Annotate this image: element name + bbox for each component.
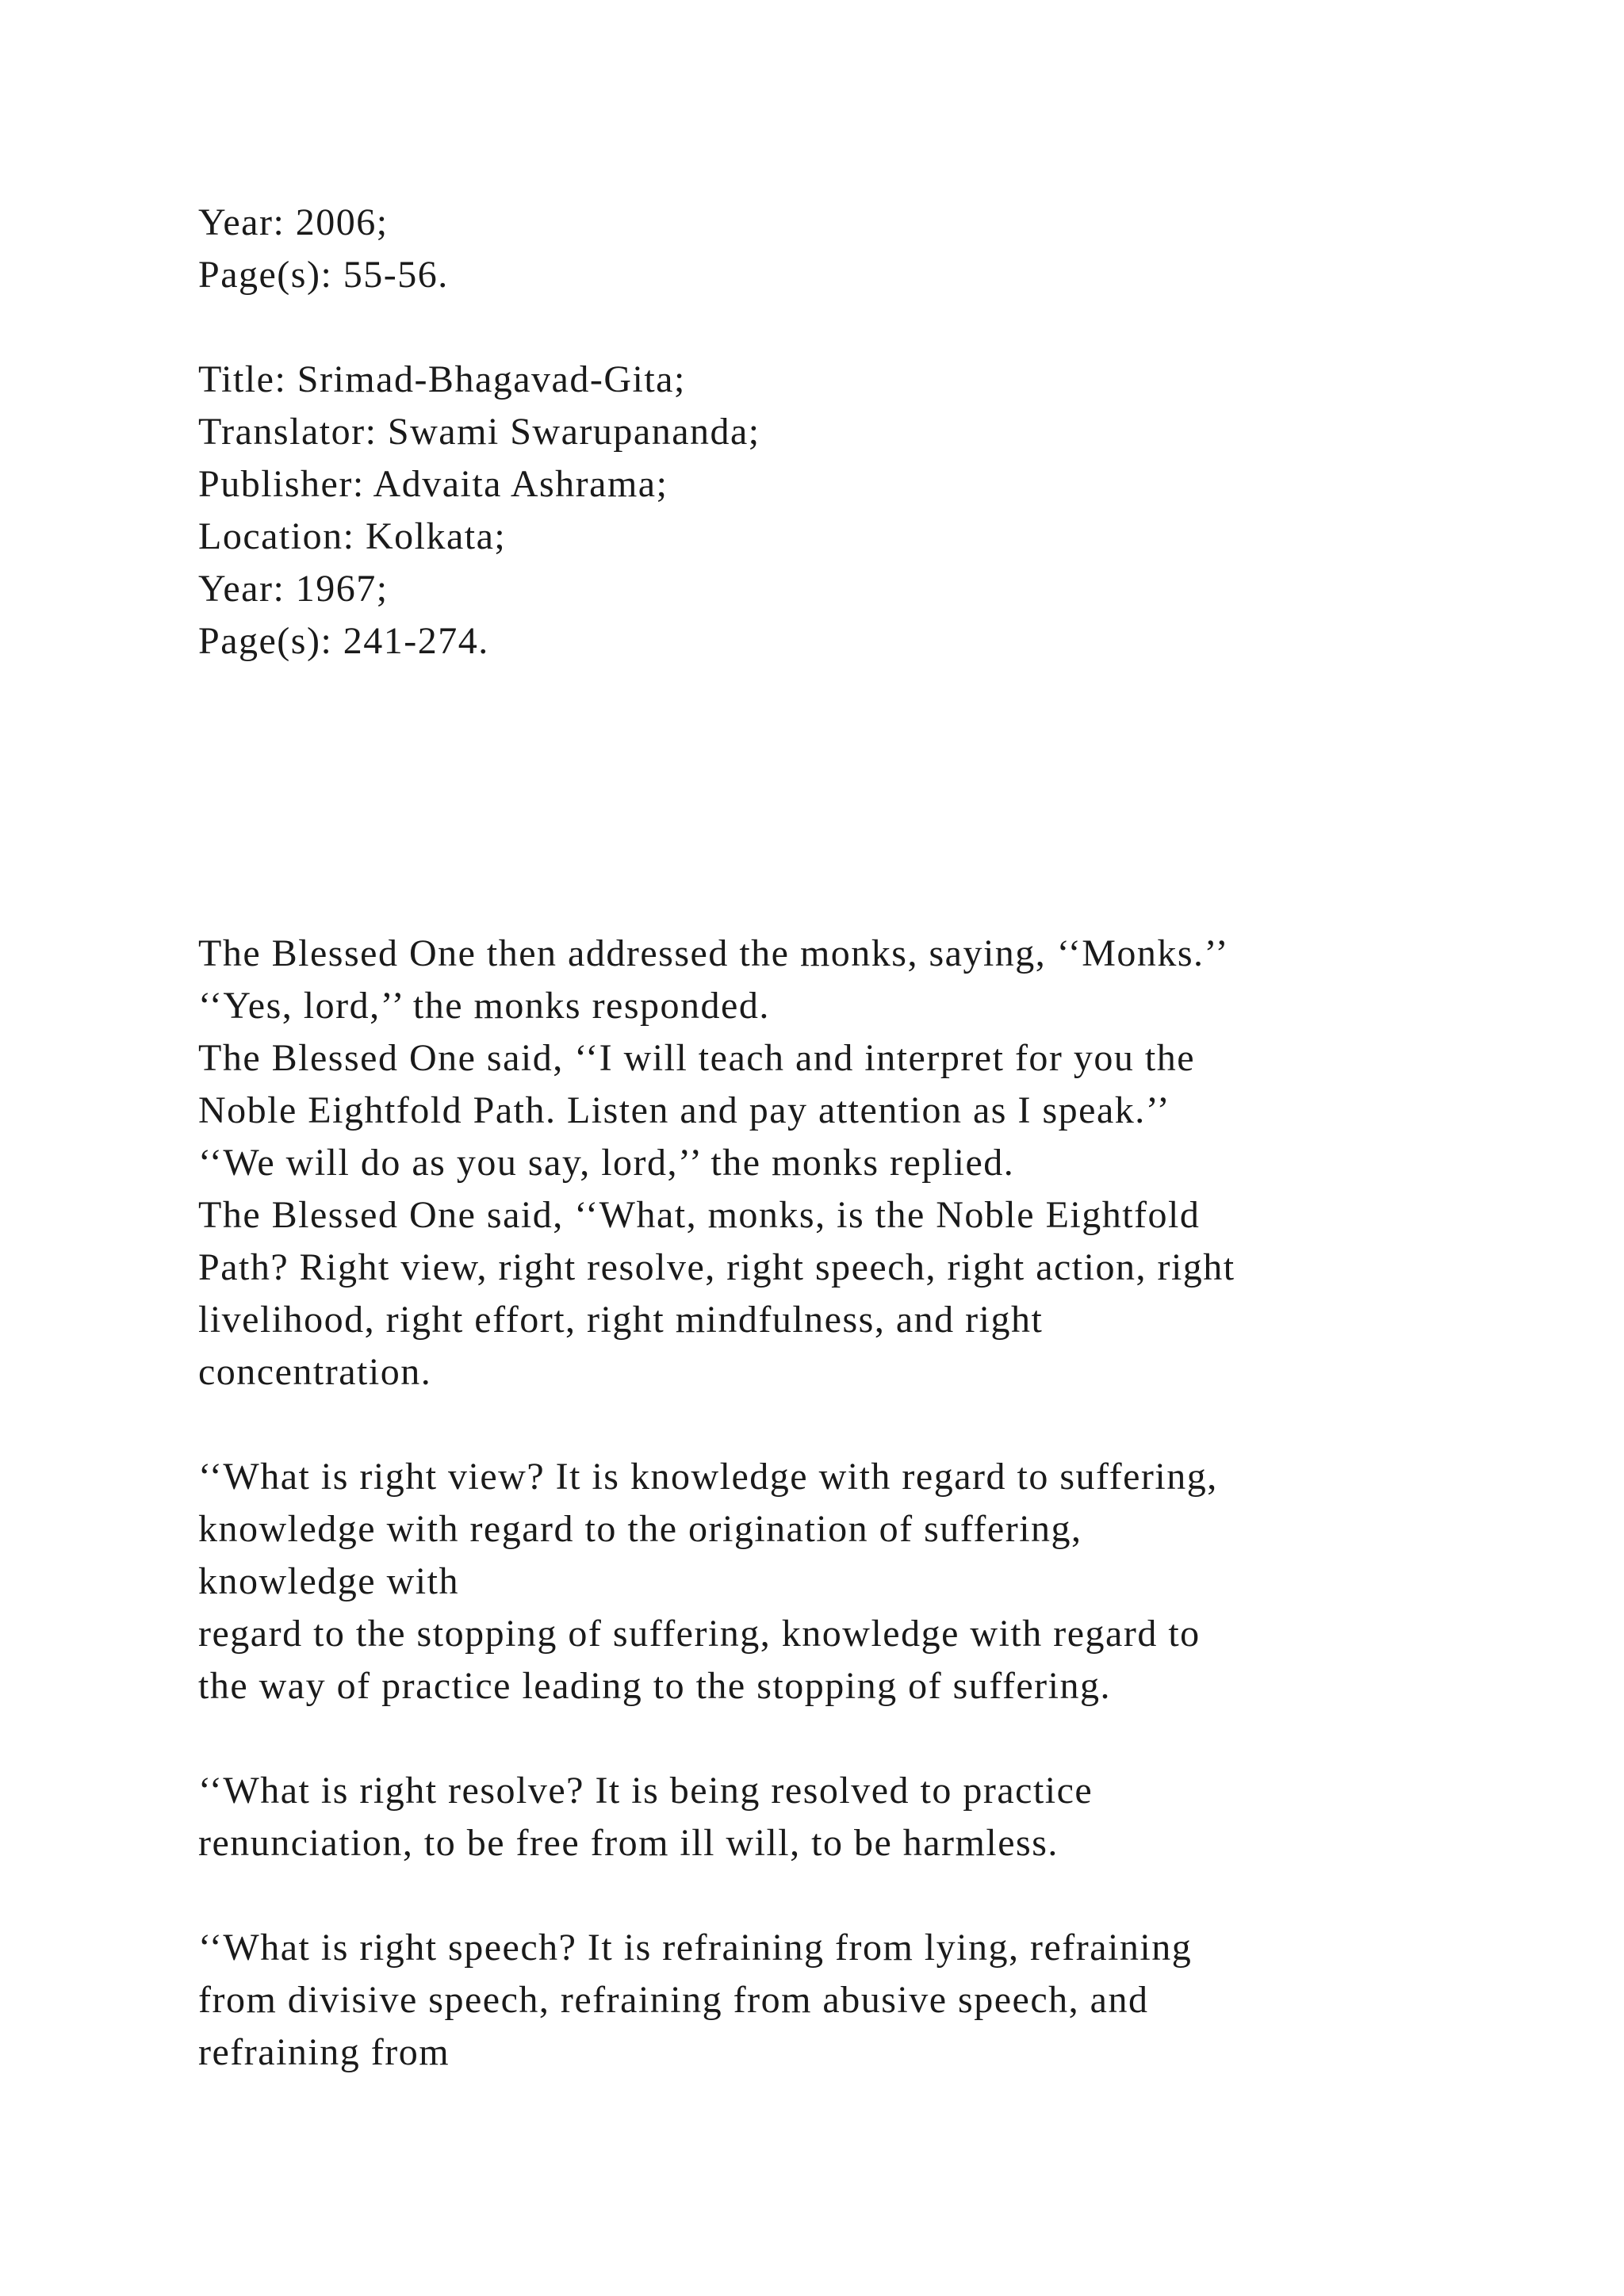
paragraph-gap [198, 1712, 1235, 1765]
citation-year: Year: 1967; [198, 568, 389, 610]
paragraph-intro [198, 928, 1235, 1399]
citation-title: Title: Srimad-Bhagavad-Gita; [198, 358, 686, 400]
text-line: knowledge with regard to the origination of suffering, [198, 1508, 1082, 1550]
paragraph-right-speech [198, 1922, 1235, 2079]
text-line: ‘‘What is right view? It is knowledge with regard to suffering, [198, 1456, 1218, 1498]
paragraph-gap [198, 1869, 1235, 1922]
sutta-text [198, 928, 1235, 2079]
text-line: ‘‘Yes, lord,’’ the monks responded. [198, 985, 770, 1027]
text-line: ‘‘What is right resolve? It is being resolved to practice [198, 1770, 1094, 1812]
citation-year: Year: 2006; [198, 201, 389, 243]
citation-translator: Translator: Swami Swarupananda; [198, 411, 760, 453]
citation-location: Location: Kolkata; [198, 515, 507, 557]
text-line: Noble Eightfold Path. Listen and pay attention as I speak.’’ [198, 1089, 1171, 1131]
text-line: the way of practice leading to the stopping of suffering. [198, 1665, 1111, 1707]
text-line: Path? Right view, right resolve, right speech, right action, right [198, 1246, 1235, 1288]
text-line: regard to the stopping of suffering, knowledge with regard to [198, 1613, 1201, 1655]
text-line: The Blessed One said, ‘‘I will teach and interpret for you the [198, 1037, 1196, 1079]
paragraph-right-view [198, 1451, 1235, 1712]
text-line: refraining from [198, 2031, 450, 2073]
text-line: livelihood, right effort, right mindfulness, and right [198, 1299, 1044, 1341]
citation-block-first [198, 197, 449, 301]
text-line: The Blessed One said, ‘‘What, monks, is the Noble Eightfold [198, 1194, 1201, 1236]
paragraph-gap [198, 1399, 1235, 1451]
paragraph-right-resolve [198, 1765, 1235, 1869]
text-line: from divisive speech, refraining from abusive speech, and [198, 1979, 1149, 2021]
citation-pages: Page(s): 55-56. [198, 254, 449, 296]
citation-publisher: Publisher: Advaita Ashrama; [198, 463, 668, 505]
text-line: ‘‘What is right speech? It is refraining from lying, refraining [198, 1927, 1193, 1969]
text-line: renunciation, to be free from ill will, to be harmless. [198, 1822, 1059, 1864]
citation-pages: Page(s): 241-274. [198, 620, 489, 662]
citation-block-second [198, 354, 760, 668]
text-line: concentration. [198, 1351, 432, 1393]
text-line: knowledge with [198, 1560, 459, 1602]
text-line: The Blessed One then addressed the monks, saying, ‘‘Monks.’’ [198, 932, 1229, 974]
text-line: ‘‘We will do as you say, lord,’’ the monks replied. [198, 1142, 1015, 1184]
